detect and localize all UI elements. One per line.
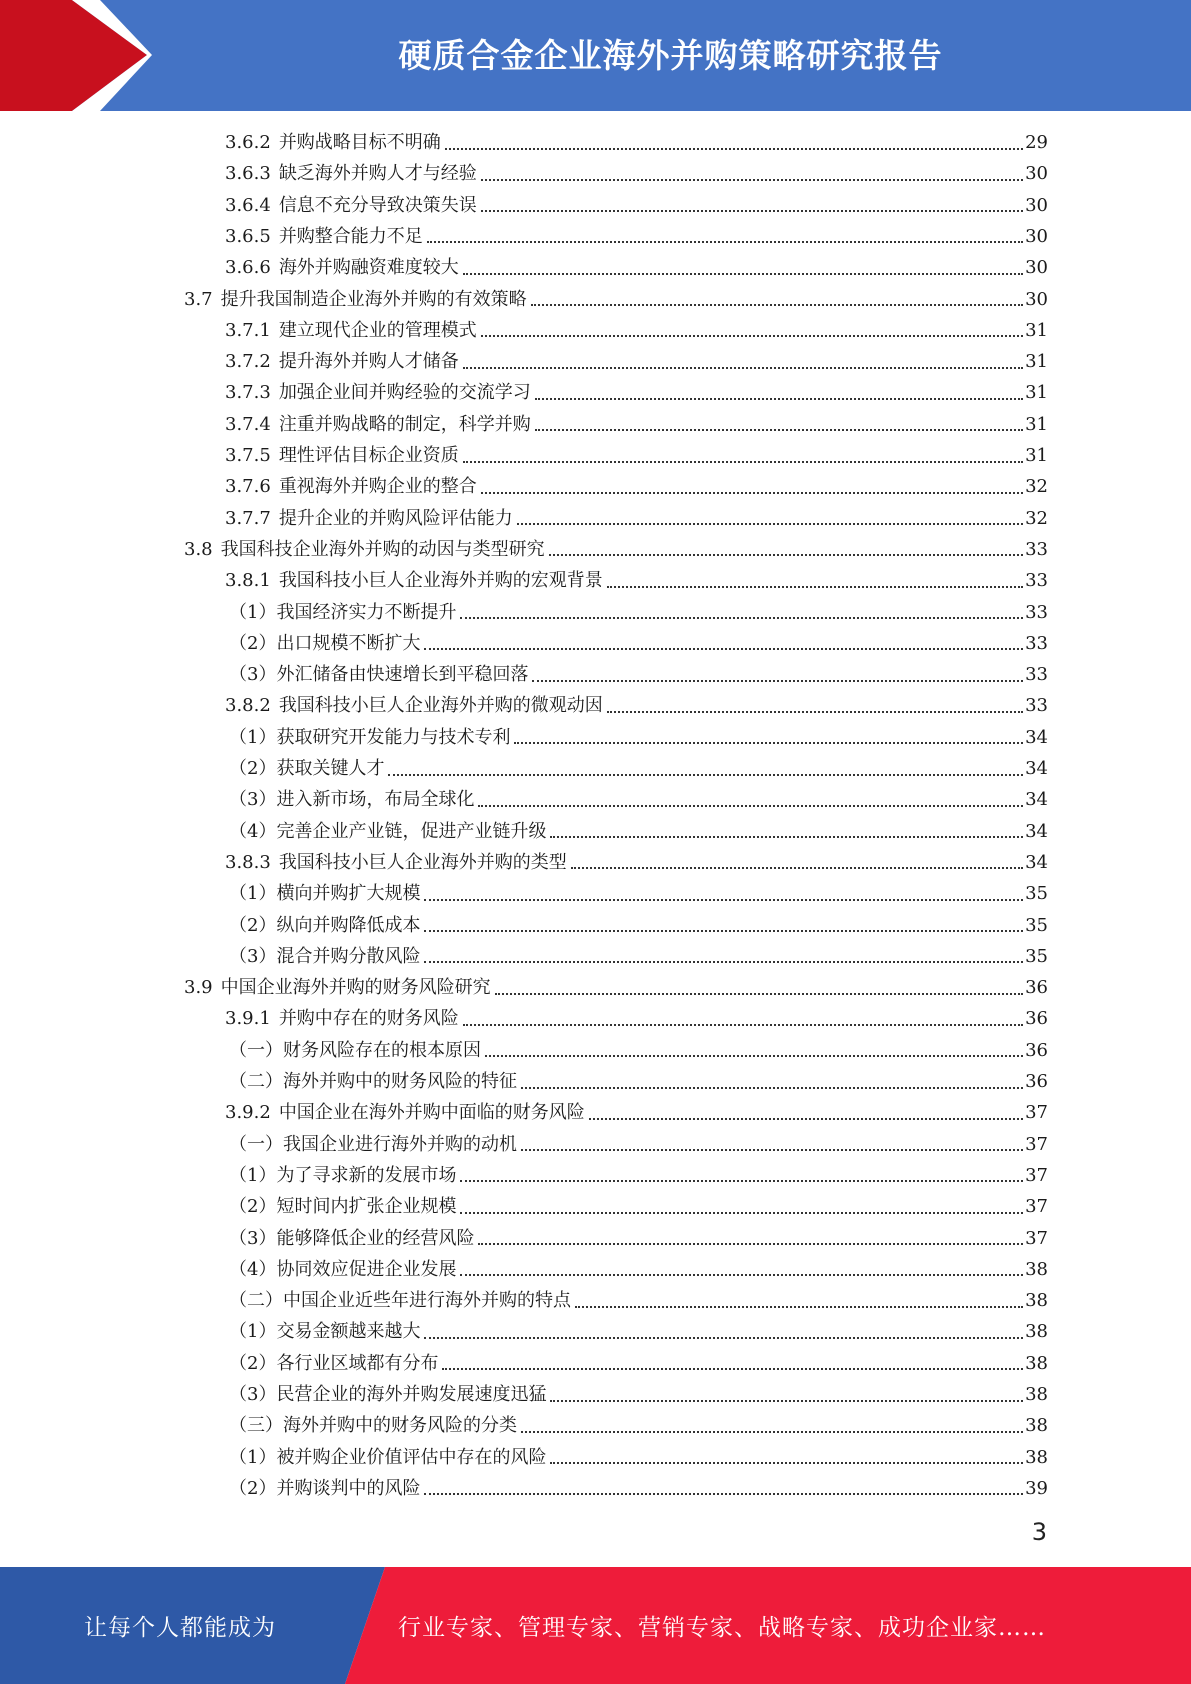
toc-entry[interactable]	[229, 1410, 1048, 1441]
toc-entry-page: 33	[1025, 664, 1048, 686]
toc-entry[interactable]	[229, 659, 1048, 690]
toc-entry-number: 3.7.7	[225, 507, 271, 529]
toc-dot-leader	[571, 867, 1023, 869]
toc-entry[interactable]	[229, 941, 1048, 972]
toc-entry-number: 3.9.1	[225, 1008, 271, 1030]
toc-entry[interactable]	[229, 878, 1048, 909]
toc-entry-page: 38	[1025, 1258, 1048, 1280]
toc-entry-title: （2）短时间内扩张企业规模	[229, 1196, 457, 1218]
toc-entry[interactable]	[229, 1348, 1048, 1379]
toc-entry-number: 3.7.5	[225, 445, 271, 466]
toc-dot-leader	[550, 836, 1023, 838]
toc-entry-page: 38	[1025, 1384, 1048, 1405]
toc-entry[interactable]	[225, 346, 1048, 377]
toc-entry[interactable]	[225, 252, 1048, 283]
toc-dot-leader	[485, 1055, 1023, 1057]
toc-dot-leader	[607, 586, 1023, 588]
toc-entry-title: （4）协同效应促进企业发展	[229, 1258, 457, 1280]
footer-tagline: 行业专家、管理专家、营销专家、战略专家、成功企业家……	[398, 1615, 1046, 1641]
toc-entry-page: 32	[1025, 507, 1048, 529]
toc-dot-leader	[424, 648, 1023, 650]
toc-dot-leader	[521, 1431, 1023, 1433]
toc-entry[interactable]	[229, 1442, 1048, 1473]
toc-dot-leader	[481, 210, 1023, 212]
toc-dot-leader	[550, 1462, 1023, 1464]
toc-dot-leader	[478, 1243, 1023, 1245]
toc-entry[interactable]	[229, 784, 1048, 815]
toc-entry-page: 34	[1025, 851, 1048, 873]
toc-entry-title: 提升企业的并购风险评估能力	[278, 507, 513, 529]
toc-entry-page: 34	[1025, 820, 1048, 842]
toc-entry-title: 重视海外并购企业的整合	[278, 476, 477, 498]
toc-entry-page: 37	[1025, 1133, 1048, 1155]
toc-entry-title: （2）各行业区域都有分布	[229, 1352, 439, 1374]
toc-entry-title: （2）出口规模不断扩大	[229, 632, 421, 654]
toc-entry-page: 37	[1025, 1196, 1048, 1218]
toc-dot-leader	[575, 1306, 1023, 1308]
toc-entry-title: （3）进入新市场，布局全球化	[229, 789, 475, 811]
toc-entry-title: （二）中国企业近些年进行海外并购的特点	[229, 1290, 571, 1312]
toc-entry-page: 33	[1025, 601, 1048, 623]
toc-entry-title: （1）我国经济实力不断提升	[229, 601, 457, 623]
toc-entry-title: （3）民营企业的海外并购发展速度迅猛	[229, 1384, 547, 1405]
toc-entry[interactable]	[225, 1097, 1048, 1128]
toc-entry-number: 3.6.6	[225, 257, 271, 279]
toc-dot-leader	[388, 774, 1023, 776]
toc-entry-title: 我国科技企业海外并购的动因与类型研究	[220, 538, 545, 560]
document-title: 硬质合金企业海外并购策略研究报告	[398, 35, 943, 75]
toc-entry[interactable]	[225, 1003, 1048, 1034]
toc-entry-page: 36	[1025, 1071, 1048, 1092]
toc-entry-title: （一）我国企业进行海外并购的动机	[229, 1133, 517, 1155]
toc-entry-page: 34	[1025, 758, 1048, 779]
toc-entry[interactable]	[225, 127, 1048, 158]
toc-dot-leader	[463, 367, 1023, 369]
toc-entry[interactable]	[184, 972, 1048, 1003]
toc-entry-number: 3.9	[184, 977, 213, 999]
toc-entry[interactable]	[229, 628, 1048, 659]
toc-entry-page: 34	[1025, 789, 1048, 811]
toc-entry-title: 并购战略目标不明确	[278, 132, 441, 153]
toc-entry-page: 38	[1025, 1446, 1048, 1468]
toc-entry-page: 33	[1025, 695, 1048, 717]
toc-entry-title: 建立现代企业的管理模式	[278, 319, 477, 341]
toc-entry-title: （1）横向并购扩大规模	[229, 883, 421, 905]
toc-entry-number: 3.8.1	[225, 570, 271, 592]
toc-entry-page: 38	[1025, 1321, 1048, 1343]
toc-entry-number: 3.7	[184, 288, 213, 310]
toc-entry-title: （1）被并购企业价值评估中存在的风险	[229, 1446, 547, 1468]
toc-entry-title: （三）海外并购中的财务风险的分类	[229, 1415, 517, 1437]
toc-dot-leader	[481, 492, 1023, 494]
toc-entry-page: 36	[1025, 977, 1048, 999]
toc-entry-page: 31	[1025, 382, 1048, 404]
toc-dot-leader	[607, 711, 1023, 713]
toc-entry-title: 我国科技小巨人企业海外并购的宏观背景	[278, 570, 603, 592]
toc-entry-page: 36	[1025, 1039, 1048, 1061]
toc-entry[interactable]	[184, 534, 1048, 565]
toc-entry-number: 3.6.5	[225, 225, 271, 247]
toc-entry-title: 中国企业在海外并购中面临的财务风险	[278, 1102, 585, 1124]
toc-entry[interactable]	[225, 440, 1048, 471]
toc-dot-leader	[549, 554, 1023, 556]
toc-entry[interactable]	[229, 722, 1048, 753]
page-footer	[0, 1567, 1191, 1684]
toc-dot-leader	[424, 899, 1023, 901]
toc-entry-page: 30	[1025, 194, 1048, 216]
toc-entry[interactable]	[225, 158, 1048, 189]
toc-dot-leader	[531, 304, 1023, 306]
toc-entry-number: 3.7.6	[225, 476, 271, 498]
toc-entry-page: 34	[1025, 726, 1048, 748]
toc-entry-page: 35	[1025, 914, 1048, 936]
toc-dot-leader	[495, 993, 1023, 995]
toc-dot-leader	[521, 1149, 1023, 1151]
toc-entry-title: （3）混合并购分散风险	[229, 945, 421, 967]
toc-entry[interactable]	[229, 910, 1048, 941]
toc-dot-leader	[460, 1274, 1023, 1276]
toc-dot-leader	[550, 1400, 1023, 1402]
toc-entry[interactable]	[225, 409, 1048, 440]
toc-entry-title: 注重并购战略的制定，科学并购	[278, 413, 531, 435]
toc-dot-leader	[424, 930, 1023, 932]
toc-entry-title: （1）为了寻求新的发展市场	[229, 1164, 457, 1186]
toc-entry-title: 我国科技小巨人企业海外并购的类型	[278, 851, 567, 873]
toc-dot-leader	[445, 148, 1023, 150]
toc-entry[interactable]	[229, 597, 1048, 628]
toc-entry-title: 缺乏海外并购人才与经验	[278, 163, 477, 185]
toc-entry-title: 信息不充分导致决策失误	[278, 194, 477, 216]
toc-entry-title: 提升海外并购人才储备	[278, 351, 459, 373]
toc-entry-title: 并购整合能力不足	[278, 225, 423, 247]
toc-dot-leader	[463, 1024, 1023, 1026]
toc-entry[interactable]	[229, 1285, 1048, 1316]
toc-dot-leader	[521, 1087, 1023, 1089]
toc-entry-page: 29	[1025, 132, 1048, 153]
toc-dot-leader	[514, 742, 1023, 744]
toc-entry-page: 30	[1025, 288, 1048, 310]
toc-dot-leader	[535, 429, 1023, 431]
toc-entry[interactable]	[229, 1160, 1048, 1191]
toc-entry[interactable]	[225, 503, 1048, 534]
toc-dot-leader	[481, 179, 1023, 181]
toc-dot-leader	[478, 805, 1023, 807]
toc-entry-page: 37	[1025, 1102, 1048, 1124]
toc-entry-title: （1）获取研究开发能力与技术专利	[229, 726, 511, 748]
toc-entry-title: （2）并购谈判中的风险	[229, 1477, 421, 1499]
toc-dot-leader	[460, 1212, 1023, 1214]
toc-entry[interactable]	[229, 1254, 1048, 1285]
toc-entry-number: 3.9.2	[225, 1102, 271, 1124]
toc-entry-page: 38	[1025, 1415, 1048, 1437]
toc-dot-leader	[517, 523, 1023, 525]
toc-entry[interactable]	[225, 847, 1048, 878]
toc-dot-leader	[481, 335, 1023, 337]
toc-entry-page: 33	[1025, 538, 1048, 560]
toc-entry-title: 提升我国制造企业海外并购的有效策略	[220, 288, 527, 310]
toc-dot-leader	[460, 1180, 1023, 1182]
toc-dot-leader	[460, 617, 1023, 619]
toc-entry-page: 39	[1025, 1477, 1048, 1499]
toc-entry-number: 3.8.2	[225, 695, 271, 717]
toc-entry-page: 31	[1025, 445, 1048, 466]
toc-entry-number: 3.6.3	[225, 163, 271, 185]
toc-entry[interactable]	[225, 471, 1048, 502]
toc-entry-page: 37	[1025, 1227, 1048, 1249]
toc-dot-leader	[535, 398, 1023, 400]
toc-entry-page: 30	[1025, 163, 1048, 185]
toc-entry-page: 30	[1025, 225, 1048, 247]
toc-entry-title: （二）海外并购中的财务风险的特征	[229, 1071, 517, 1092]
footer-slogan: 让每个人都能成为	[84, 1615, 276, 1641]
toc-dot-leader	[424, 961, 1023, 963]
toc-entry-page: 38	[1025, 1290, 1048, 1312]
toc-entry[interactable]	[229, 1473, 1048, 1504]
toc-dot-leader	[442, 1368, 1023, 1370]
toc-entry-number: 3.6.4	[225, 194, 271, 216]
toc-entry[interactable]	[225, 690, 1048, 721]
toc-dot-leader	[424, 1493, 1023, 1495]
toc-entry[interactable]	[229, 1129, 1048, 1160]
toc-dot-leader	[589, 1118, 1023, 1120]
toc-dot-leader	[463, 461, 1023, 463]
toc-entry[interactable]	[229, 1379, 1048, 1410]
toc-entry[interactable]	[225, 377, 1048, 408]
toc-entry-page: 33	[1025, 632, 1048, 654]
toc-entry[interactable]	[184, 284, 1048, 315]
toc-entry-title: 中国企业海外并购的财务风险研究	[220, 977, 491, 999]
toc-dot-leader	[424, 1337, 1023, 1339]
toc-entry[interactable]	[229, 1223, 1048, 1254]
toc-entry[interactable]	[229, 753, 1048, 784]
toc-entry[interactable]	[229, 816, 1048, 847]
toc-entry-page: 37	[1025, 1164, 1048, 1186]
toc-entry-title: 我国科技小巨人企业海外并购的微观动因	[278, 695, 603, 717]
toc-entry-number: 3.7.1	[225, 319, 271, 341]
toc-entry-title: 加强企业间并购经验的交流学习	[278, 382, 531, 404]
toc-entry[interactable]	[229, 1191, 1048, 1222]
page-header	[0, 0, 1191, 111]
toc-dot-leader	[463, 273, 1023, 275]
toc-entry-title: （3）能够降低企业的经营风险	[229, 1227, 475, 1249]
toc-entry-page: 33	[1025, 570, 1048, 592]
toc-entry[interactable]	[225, 221, 1048, 252]
toc-dot-leader	[427, 241, 1023, 243]
toc-entry[interactable]	[225, 190, 1048, 221]
toc-entry[interactable]	[229, 1035, 1048, 1066]
toc-entry-title: （4）完善企业产业链，促进产业链升级	[229, 820, 547, 842]
toc-entry-number: 3.8	[184, 538, 213, 560]
toc-entry-page: 36	[1025, 1008, 1048, 1030]
page-number: 3	[1031, 1518, 1047, 1546]
toc-entry-title: 海外并购融资难度较大	[278, 257, 459, 279]
toc-entry[interactable]	[225, 565, 1048, 596]
toc-entry-page: 35	[1025, 883, 1048, 905]
toc-entry-title: 理性评估目标企业资质	[278, 445, 459, 466]
toc-entry-number: 3.7.4	[225, 413, 271, 435]
toc-entry-title: （3）外汇储备由快速增长到平稳回落	[229, 664, 529, 686]
toc-entry-page: 32	[1025, 476, 1048, 498]
toc-entry-page: 31	[1025, 319, 1048, 341]
toc-entry-title: （一）财务风险存在的根本原因	[229, 1039, 481, 1061]
toc-entry[interactable]	[229, 1316, 1048, 1347]
toc-entry-number: 3.6.2	[225, 132, 271, 153]
toc-entry-page: 31	[1025, 413, 1048, 435]
toc-entry-number: 3.8.3	[225, 851, 271, 873]
toc-entry-title: （2）纵向并购降低成本	[229, 914, 421, 936]
toc-entry-page: 30	[1025, 257, 1048, 279]
toc-entry-page: 38	[1025, 1352, 1048, 1374]
toc-entry-number: 3.7.3	[225, 382, 271, 404]
toc-entry-number: 3.7.2	[225, 351, 271, 373]
toc-entry[interactable]	[229, 1066, 1048, 1097]
toc-dot-leader	[532, 680, 1023, 682]
toc-entry[interactable]	[225, 315, 1048, 346]
toc-entry-page: 31	[1025, 351, 1048, 373]
toc-entry-page: 35	[1025, 945, 1048, 967]
toc-entry-title: 并购中存在的财务风险	[278, 1008, 459, 1030]
toc-entry-title: （1）交易金额越来越大	[229, 1321, 421, 1343]
toc-entry-title: （2）获取关键人才	[229, 758, 385, 779]
